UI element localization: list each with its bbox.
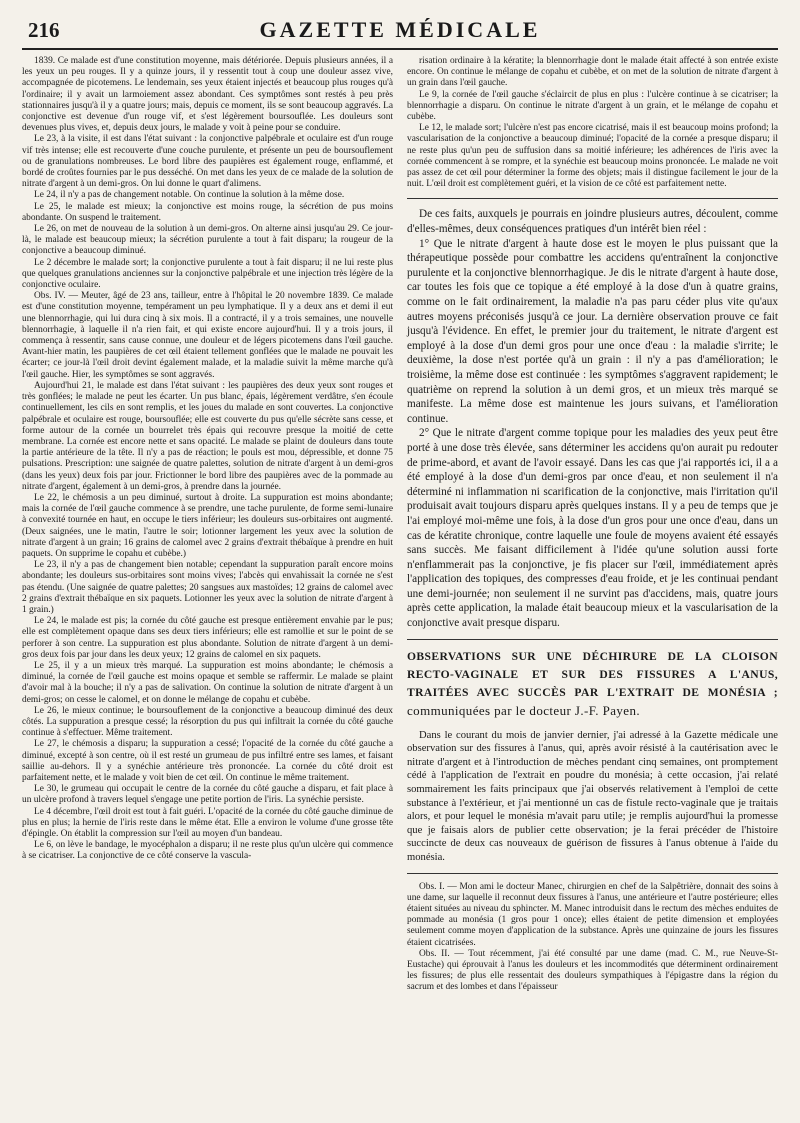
paragraph: De ces faits, auxquels je pourrais en joindre plusieurs autres, découlent, comme d'elles-mêmes, deux conséquences pratiques d'un intérêt bien réel : bbox=[407, 208, 778, 236]
observations-list bbox=[407, 882, 778, 994]
text-columns bbox=[22, 56, 778, 994]
paragraph: Le 9, la cornée de l'œil gauche s'éclaircit de plus en plus : l'ulcère continue à se cicatriser; la blennorrhagie a disparu. On continue le nitrate d'argent à un grain, et le mélange de copahu et cubèbe. bbox=[407, 89, 778, 123]
paragraph: Le 2 décembre le malade sort; la conjonctive purulente a tout à fait disparu; il ne lui reste plus que quelques granulations anciennes sur la conjonctive palpébrale et une injection très légère de la conjonctive oculaire. bbox=[22, 257, 393, 291]
article-byline: communiquées par le docteur J.-F. Payen. bbox=[407, 702, 641, 718]
left-column bbox=[22, 56, 393, 994]
page-header bbox=[22, 14, 778, 50]
paragraph: Dans le courant du mois de janvier dernier, j'ai adressé à la Gazette médicale une observation sur des fissures à l'anus, qui, après avoir résisté à la cautérisation avec le nitrate d'argent et à l'introduction de mèches pendant cinq semaines, ont promptement cédé à l'application de l'extrait en poudre du monésia; à cette occasion, j'ai relaté sommairement les faits principaux que j'ai observés relativement à l'emploi de cette substance à l'extérieur, et j'ai mentionné un cas de fistule recto-vaginale que je traitais alors, et pour lequel le monésia m'avait paru utile; je remplis aujourd'hui la promesse que je faisais alors de publier cette observation; je la ferai précéder de l'histoire succincte de deux cas nouveaux de guérison de fissures à l'anus obtenue à l'aide du monésia. bbox=[407, 729, 778, 863]
paragraph: 1° Que le nitrate d'argent à haute dose est le moyen le plus puissant que la thérapeutique possède pour combattre les accidens qu'entraînent la conjonctive purulente et la conjonctive blennorrhagique. Je dis le nitrate d'argent à haute dose, car toutes les fois que ce topique a été employé à la dose d'un à quatre grains, comme on le fait ordinairement, la maladie n'a pas paru céder plus vite qu'aux autres moyens préconisés jusqu'à ce jour. La dernière observation prouve ce fait jusqu'à l'évidence. En effet, le premier jour du traitement, le nitrate d'argent est employé à la dose d'un demi gros pour une once d'eau : la maladie s'irrite; le deuxième, la dose n'est portée qu'à un grain : il n'y a pas d'amélioration; le troisième, la même dose est continuée : les symptômes s'aggravent rapidement; le quatrième on reprend la solution à un demi gros, et un mieux très marqué se manifeste. La même dose est maintenue les jours suivans, et l'amélioration continue. bbox=[407, 237, 778, 425]
paragraph: Le 24, le malade est pis; la cornée du côté gauche est presque entièrement envahie par le pus; elle est complètement opaque dans ses deux tiers inférieurs; elle est ramollie et sur le point de se perforer à son centre. La suppuration est plus abondante. Solution de nitrate d'argent à un demi-gros deux fois par jour dans les deux yeux; 12 grains de calomel en six paquets. bbox=[22, 616, 393, 660]
section-divider bbox=[407, 639, 778, 640]
paragraph: 1839. Ce malade est d'une constitution moyenne, mais détériorée. Depuis plusieurs années, il a les yeux un peu rouges. Il y a quinze jours, il y ressentit tout à coup une douleur assez vive, accompagnée de picotemens. Le lendemain, ses yeux étaient injectés et beaucoup plus rouges qu'à l'ordinaire; il y avait un larmoiement assez abondant. Ces symptômes sont restés à peu près stationnaires jusqu'à il y a quatre jours; mais, depuis ce moment, ils se sont beaucoup aggravés. La conjonctive est devenue d'un rouge vif, et s'est légèrement boursouflée. Les douleurs sont devenues plus vives, et, depuis deux jours, le malade y voit à peine pour se conduire. bbox=[22, 56, 393, 134]
paragraph: Le 4 décembre, l'œil droit est tout à fait guéri. L'opacité de la cornée du côté gauche diminue de plus en plus; la hernie de l'iris reste dans le même état. Elle a environ le volume d'une grosse tête d'épingle. On établit la compression sur l'œil au moyen d'un bandeau. bbox=[22, 806, 393, 840]
paragraph: Le 12, le malade sort; l'ulcère n'est pas encore cicatrisé, mais il est beaucoup moins profond; la vascularisation de la conjonctive a beaucoup diminué; l'opacité de la cornée a presque disparu; il ne reste plus qu'un peu de suffusion dans sa moitié inférieure; les adhérences de l'iris avec la cornée commencent à se rompre, et la synéchie est beaucoup moins prononcée. Le malade ne voit pas assez de cet œil pour déterminer la forme des objets; mais il distingue facilement le jour de la nuit. L'œil droit est complètement guéri, et la vision de ce côté est parfaitement nette. bbox=[407, 123, 778, 190]
conclusions-section bbox=[407, 207, 778, 630]
observation: Obs. II. — Tout récemment, j'ai été consulté par une dame (mad. C. M., rue Neuve-St-Eustache) qui éprouvait à l'anus les douleurs et les incommodités que déterminent ordinairement les fissures; de plus elle ressentait des douleurs sympathiques à l'épigastre dans la région du sacrum et des lombes et dans l'épaisseur bbox=[407, 948, 778, 993]
paragraph: Le 23, à la visite, il est dans l'état suivant : la conjonctive palpébrale et oculaire est d'un rouge vif très intense; elle est recouverte d'une couche purulente, et présente un peu de boursouflement ou de granulations nombreuses. Le bord libre des paupières est également rouge, enflammé, et bordé de croûtes fournies par le pus desséché. On met dans les yeux de ce malade de la solution de nitrate d'argent à un demi-gros. On lui donne le quart d'alimens. bbox=[22, 134, 393, 190]
paragraph: Le 22, le chémosis a un peu diminué, surtout à droite. La suppuration est moins abondante; mais la cornée de l'œil gauche commence à se prendre, une tache purulente, de forme semi-lunaire à convexité tournée en haut, en occupe le tiers inférieur; les douleurs sus-orbitaires ont augmenté. (Deux saignées, une le matin, l'autre le soir; lotionner largement les yeux avec la solution de nitrate d'argent à un grain; 16 grains de calomel avec 2 grains d'extrait thébaïque à prendre en huit paquets. On supprime le copahu et cubèbe.) bbox=[22, 492, 393, 559]
paragraph: 2° Que le nitrate d'argent comme topique pour les maladies des yeux peut être porté à une dose très élevée, sans déterminer les accidens qu'on aurait pu redouter de prime-abord, et avant de l'avoir essayé. Dans les cas que j'ai rapportés ici, il a a été employé à la dose d'un demi-gros par once d'eau, et non seulement il n'a déterminé ni inflammation ni scarification de la conjonctive, mais l'irritation qu'il produisait avait toujours disparu après quelques instans. Il y a peu de temps que je l'ai employé moi-même une fois, à la dose d'un gros pour une once d'eau, dans un cas de kératite chronique, contre laquelle une foule de moyens avaient été essayés sans succès. Me faisant difficilement à l'idée qu'une solution aussi forte n'enflammerait pas la conjonctive, je fis placer sur l'œil, immédiatement après l'application des topiques, des compresses d'eau froide, et je les continuai pendant une demi-journée; non seulement il ne survint pas d'accidens, mais, quatre jours après cette application, la malade était beaucoup mieux et la vascularisation de la conjonctive avait presque disparu. bbox=[407, 427, 778, 630]
paragraph: Le 26, on met de nouveau de la solution à un demi-gros. On alterne ainsi jusqu'au 29. Ce jour-là, le malade est beaucoup mieux; la sécrétion purulente a tout à fait disparu; la rougeur de la conjonctive a beaucoup diminué. bbox=[22, 224, 393, 257]
paragraph: Le 24, il n'y a pas de changement notable. On continue la solution à la même dose. bbox=[34, 190, 345, 201]
article-title bbox=[407, 648, 778, 721]
paragraph: risation ordinaire à la kératite; la blennorrhagie dont le malade était affecté à son entrée existe encore. On continue le mélange de copahu et cubèbe, et on met de la solution de nitrate d'argent à un grain dans l'œil gauche. bbox=[407, 56, 778, 89]
section-divider bbox=[407, 198, 778, 199]
article-heading: OBSERVATIONS SUR UNE DÉCHIRURE DE LA CLOISON RECTO-VAGINALE ET SUR DES FISSURES A L'ANUS, TRAITÉES AVEC SUCCÈS PAR L'EXTRAIT DE MONÉSIA ; bbox=[407, 649, 778, 699]
paragraph: Le 23, il n'y a pas de changement bien notable; cependant la suppuration paraît encore moins abondante; les douleurs sus-orbitaires sont moins vives; l'abcès qui envahissait la cornée ne s'est pas étendu. (Une saignée de quatre palettes; 20 sangsues aux mastoïdes; 12 grains de calomel avec 2 grains d'extrait thébaïque en six paquets. Lotionner les yeux avec la solution de nitrate d'argent à 1 grain.) bbox=[22, 560, 393, 615]
page-number: 216 bbox=[28, 18, 60, 42]
right-column bbox=[407, 56, 778, 994]
paragraph: Le 26, le mieux continue; le boursouflement de la conjonctive a beaucoup diminué des deux côtés. La suppuration a presque cessé; la résorption du pus qui infiltrait la cornée du côté gauche continue à s'effectuer. Même traitement. bbox=[22, 705, 393, 739]
observation: Obs. I. — Mon ami le docteur Manec, chirurgien en chef de la Salpêtrière, donnait des soins à une dame, sur laquelle il reconnut deux fissures à l'anus, une antérieure et l'autre postérieure; elles étaient situées au niveau du sphincter. M. Manec introduisit dans le rectum des mèches enduites de pommade au monésia (1 gros pour 1 once); elles étaient de petite dimension et employées seulement comme moyen d'application de la substance. Après une quinzaine de jours les fissures étaient cicatrisées. bbox=[407, 881, 778, 948]
paragraph: Le 30, le grumeau qui occupait le centre de la cornée du côté gauche a disparu, et fait place à un ulcère profond à travers lequel s'engage une petite portion de l'iris. La synéchie persiste. bbox=[22, 784, 393, 806]
journal-title: GAZETTE MÉDICALE bbox=[259, 17, 541, 42]
paragraph: Aujourd'hui 21, le malade est dans l'état suivant : les paupières des deux yeux sont rouges et très gonflées; le malade ne peut les écarter. Un pus blanc, épais, légèrement verdâtre, s'en écoule continuellement, les cils en sont remplis, et les joues du malade en sont couvertes. La conjonctive palpébrale et oculaire est rouge, boursouflée; elle est couverte du pus qu'elle sécrète sans cesse, et forme autour de la cornée un bourrelet très épais qui recouvre presque la moitié de cette membrane. La cornée est encore nette et sans opacité. Le malade se plaint de douleurs dans toute la partie antérieure de la tête. Il n'y a pas de réaction; le pouls est mou, dépressible, et donne 75 pulsations. Prescription: une saignée de quatre palettes, solution de nitrate d'argent à un demi-gros (dans les yeux) deux fois par jour. Frictionner le bord libre des paupières avec de la pommade au nitrate d'argent, également à un demi-gros, à prendre dans la journée. bbox=[22, 380, 393, 492]
paragraph: Le 6, on lève le bandage, le myocéphalon a disparu; il ne reste plus qu'un ulcère qui commence à se cicatriser. La conjonctive de ce côté conserve la vascula- bbox=[22, 840, 393, 862]
section-divider bbox=[407, 873, 778, 874]
paragraph: Obs. IV. — Meuter, âgé de 23 ans, tailleur, entre à l'hôpital le 20 novembre 1839. Ce malade est d'une constitution moyenne, tempérament un peu lymphatique. Il y a deux ans et demi il eut une blennorrhagie, qui lui dura cinq à six mois. Il a contracté, il y a trois semaines, une nouvelle blennorrhagie, à laquelle il n'a rien fait, et qui existe encore aujourd'hui. Il y a trois jours, il commença à ressentir, sans cause connue, une douleur et de légers picotemens dans l'œil gauche. Avant-hier matin, les paupières de cet œil étaient tellement gonflées que le malade ne pouvait les écarter; ce jour-là l'œil droit devint également malade, et la maladie suivit la même marche qu'à l'œil gauche. Hier, les symptômes se sont aggravés. bbox=[22, 291, 393, 380]
paragraph: Le 25, il y a un mieux très marqué. La suppuration est moins abondante; le chémosis a diminué, la cornée de l'œil gauche est moins opaque et semble se raffermir. Le malade se plaint d'avoir mal à la bouche; il n'y a pas de salivation. On continue la solution de nitrate d'argent à un demi-gros; on cesse le calomel, et on donne le mélange de copahu et cubèbe. bbox=[22, 660, 393, 705]
article-intro bbox=[407, 729, 778, 865]
paragraph: Le 27, le chémosis a disparu; la suppuration a cessé; l'opacité de la cornée du côté gauche a diminué, excepté à son centre, où il est resté un grumeau de pus infiltré entre ses lames, et faisant saillie au-dehors. Il y a synéchie antérieure très prononcée. La cornée du côté droit est parfaitement nette, et le malade y voit bien de cet œil. On continue le même traitement. bbox=[22, 739, 393, 783]
paragraph: Le 25, le malade est mieux; la conjonctive est moins rouge, la sécrétion de pus moins abondante. On suspend le traitement. bbox=[22, 201, 393, 223]
